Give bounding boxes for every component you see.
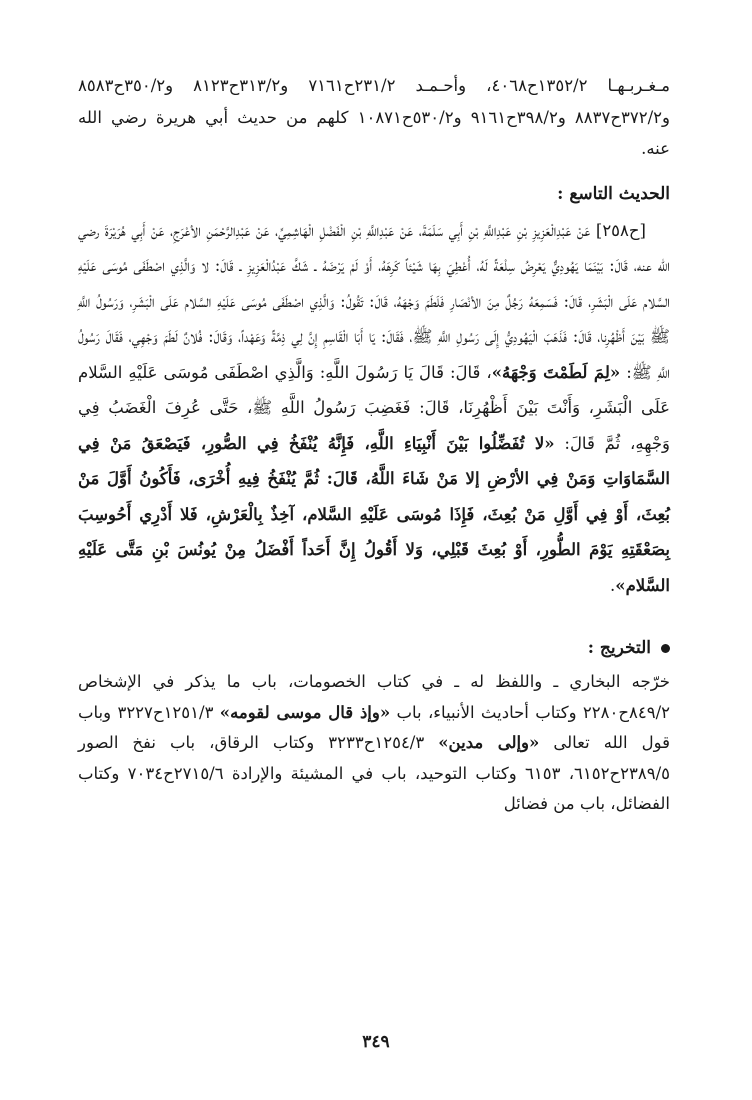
hadith-part-1: [ح٢٥٨] عَنْ عَبْدِالْعَزِيزِ بْنِ عَبْدِاللَّهِ بْنِ أَبِي سَلَمَةَ، عَنْ عَبْدِاللَّهِ بْنِ الْفَضْلِ الْهَاشِمِيِّ، عَنْ عَبْدِالرَّحْمَنِ الأعْرَجِ، عَنْ أَبِي هُرَيْرَةَ رضي الله عنه، قَالَ: بَيْنَمَا يَهُودِيٌّ يَعْرِضُ سِلْعَةً لَهُ، أُعْطِيَ بِهَا شَيْئاً كَرِهَهُ، أَوْ لَمْ يَرْضَهُ ـ شَكَّ عَبْدُالْعَزِيزِ ـ قَالَ: لا وَالَّذِي اصْطَفَى مُوسَى عَلَيْهِ السَّلام عَلَى الْبَشَرِ، قَالَ: فَسَمِعَهُ رَجُلٌ مِنَ الأنْصَارِ فَلَطَمَ وَجْهَهُ، قَالَ: تَقُولُ: وَالَّذِي اصْطَفَى مُوسَى عَلَيْهِ السَّلام عَلَى الْبَشَرِ، وَرَسُولُ اللَّهِ ﷺ بَيْنَ أَظْهُرِنا، قَالَ: فَذَهَبَ الْيَهُودِيُّ إِلَى رَسُولِ اللَّهِ ﷺ، فَقَالَ: يَا أَبَا الْقَاسِمِ إِنَّ لِي ذِمَّةً وَعَهْداً، وَقَالَ: فُلانٌ لَطَمَ وَجْهِي، فَقَالَ رَسُولُ اللَّهِ ﷺ: (78, 220, 671, 382)
section-heading: الحديث التاسع : (557, 183, 670, 204)
takhrij-text (78, 667, 670, 820)
takhrij-part-3: ١٢٥٤/٣ح٣٢٣٣ وكتاب الرقاق، باب نفخ الصور ٢٣٨٩/٥ح٦١٥٢، ٦١٥٣ وكتاب التوحيد، باب في المشيئة والإرادة ٢٧١٥/٦ح٧٠٣٤ وكتاب الفضائل، باب من فضائل (78, 733, 670, 813)
hadith-text (78, 213, 670, 604)
top-paragraph: مـغـربـهـا ١٣٥٢/٢ح٤٠٦٨، وأحـمـد ٢٣١/٢ح٧١٦١ و٣١٣/٢ح٨١٢٣ و٣٥٠/٢ح٨٥٨٣ و٣٧٢/٢ح٨٨٣٧ و٣٩٨/٢ح٩١٦١ و٥٣٠/٢ح١٠٨٧١ كلهم من حديث أبي هريرة رضي الله عنه. (78, 76, 671, 158)
bullet-icon (661, 644, 670, 653)
hadith-end: . (610, 575, 616, 595)
hadith-part-2: ، قَالَ: قَالَ يَا رَسُولَ اللَّهِ: وَالَّذِي اصْطَفَى مُوسَى عَلَيْهِ السَّلام عَلَى الْبَشَرِ، وَأَنْتَ بَيْنَ أَظْهُرِنَا، قَالَ: فَغَضِبَ رَسُولُ اللَّهِ ﷺ، حَتَّى عُرِفَ الْغَضَبُ فِي وَجْهِهِ، ثُمَّ قَالَ: (78, 362, 670, 453)
page-content (78, 70, 670, 1070)
page-number: ٣٤٩ (362, 1032, 390, 1052)
takhrij-heading-label: التخريج : (587, 638, 651, 658)
hadith-quote-2: «لا تُفَضِّلُوا بَيْنَ أَنْبِيَاءِ اللَّهِ، فَإِنَّهُ يُنْفَخُ فِي الصُّورِ، فَيَصْعَقُ مَنْ فِي السَّمَاوَاتِ وَمَنْ فِي الأرْضِ إلا مَنْ شَاءَ اللَّهُ، قَالَ: ثُمَّ يُنْفَخُ فِيهِ أُخْرَى، فَأَكُونُ أَوَّلَ مَنْ بُعِثَ، أَوْ فِي أَوَّلِ مَنْ بُعِثَ، فَإِذَا مُوسَى عَلَيْهِ السَّلام، آخِذٌ بِالْعَرْشِ، فَلا أَدْرِي أَحُوسِبَ بِصَعْقَتِهِ يَوْمَ الطُّورِ، أَوْ بُعِثَ قَبْلِي، وَلا أَقُولُ إِنَّ أَحَداً أَفْضَلُ مِنْ يُونُسَ بْنِ مَتَّى عَلَيْهِ السَّلام» (78, 433, 670, 595)
takhrij-part-2: ١٢٥١/٣ح٣٢٢٧ وباب قول الله تعالى (78, 702, 671, 752)
hadith-quote-1: «لِمَ لَطَمْتَ وَجْهَهُ» (491, 362, 621, 382)
takhrij-bold-1: «وإذ قال موسى لقومه» (219, 702, 391, 722)
takhrij-part-1: خرّجه البخاري ـ واللفظ له ـ في كتاب الخصومات، باب ما يذكر في الإشخاص ٨٤٩/٢ح٢٢٨٠ وكتاب أحاديث الأنبياء، باب (78, 672, 671, 722)
takhrij-bold-2: «وإلى مدين» (438, 733, 540, 752)
takhrij-heading (78, 633, 670, 663)
